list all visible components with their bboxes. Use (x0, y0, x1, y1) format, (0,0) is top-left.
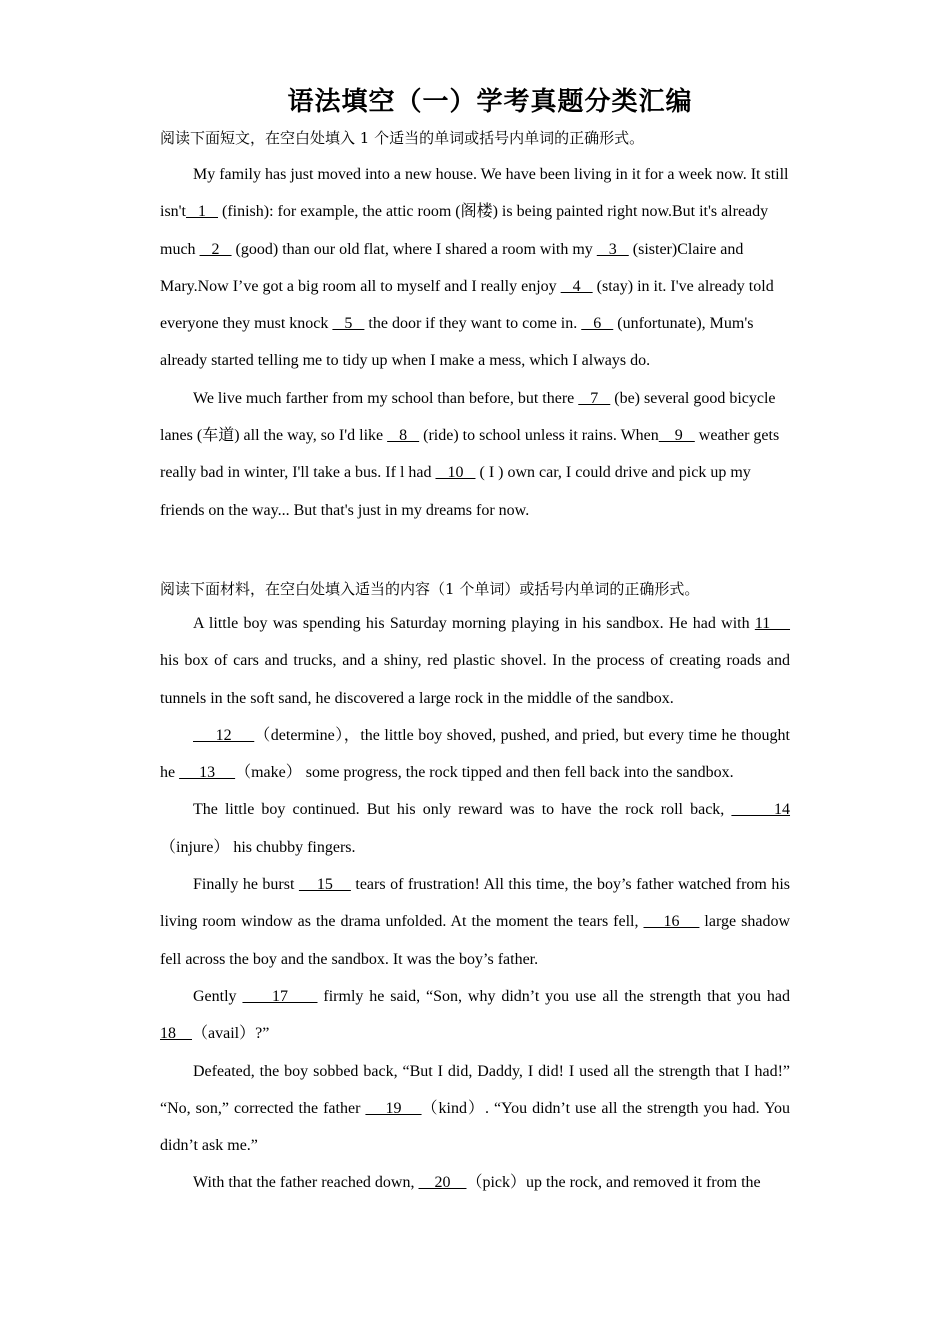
blank-19[interactable]: 19 (365, 1099, 422, 1117)
blank-16[interactable]: 16 (643, 913, 700, 931)
text: Finally he burst (193, 876, 299, 894)
text: （avail）?” (192, 1025, 270, 1043)
blank-4[interactable]: 4 (560, 277, 593, 295)
section2-paragraph-4 (160, 866, 790, 978)
section2-paragraph-7 (160, 1164, 790, 1201)
text: (be) several good bicycle lanes (车道) all the way, so I'd like (160, 389, 776, 445)
text: (stay) in it. I've already told everyone they must knock (160, 277, 774, 333)
text: weather gets really bad in winter, I'll take a bus. If l had (160, 427, 780, 482)
section1-paragraph-2 (160, 380, 790, 529)
text: firmly he said, “Son, why didn’t you use all the strength that you had (317, 987, 791, 1005)
text: the door if they want to come in. (364, 315, 582, 333)
blank-5[interactable]: 5 (332, 315, 365, 333)
text: （pick）up the rock, and removed it from the (466, 1174, 761, 1192)
text: tears of frustration! All this time, the boy’s father watched from his living room window as the drama unfolded. At the moment the tears fell, (160, 876, 791, 931)
text: Gently (193, 987, 243, 1005)
text: his box of cars and trucks, and a shiny, red plastic shovel. In the process of creating roads and tunnels in the soft sand, he discovered a large rock in the middle of the sandbox. (160, 652, 790, 707)
blank-20[interactable]: 20 (418, 1174, 467, 1192)
section2-instruction: 阅读下面材料，在空白处填入适当的内容（1 个单词）或括号内单词的正确形式。 (160, 579, 700, 598)
text: The little boy continued. But his only reward was to have the rock roll back, (193, 801, 732, 819)
section2-paragraph-6 (160, 1053, 790, 1165)
text: （make） some progress, the rock tipped and then fell back into the sandbox. (235, 764, 734, 782)
blank-17[interactable]: 17 (242, 987, 318, 1005)
document-title: 语法填空（一）学考真题分类汇编 (287, 87, 693, 117)
blank-3[interactable]: 3 (596, 240, 629, 258)
blank-7[interactable]: 7 (578, 389, 611, 407)
section-gap (160, 529, 790, 579)
text: (good) than our old flat, where I shared a room with my (231, 240, 597, 258)
section2-paragraph-1 (160, 605, 790, 717)
text: (sister)Claire and Mary.Now I’ve got a big room all to myself and I really enjoy (160, 240, 744, 295)
blank-1[interactable]: 1 (186, 203, 218, 221)
blank-8[interactable]: 8 (387, 427, 420, 445)
blank-9[interactable]: 9 (658, 427, 695, 445)
section1-instruction: 阅读下面短文，在空白处填入 1 个适当的单词或括号内单词的正确形式。 (160, 129, 645, 147)
text: A little boy was spending his Saturday morning playing in his sandbox. He had with (193, 614, 755, 632)
section2-paragraph-5 (160, 978, 790, 1053)
text: (finish): for example, the attic room (阁楼) is being painted right now.But it's already much (160, 203, 769, 258)
text: （kind）. “You didn’t use all the strength you had. You didn’t ask me.” (160, 1099, 791, 1155)
blank-6[interactable]: 6 (581, 315, 614, 333)
text: ( I ) own car, I could drive and pick up my friends on the way... But that's just in my dreams for now. (160, 464, 751, 519)
blank-15[interactable]: 15 (298, 876, 351, 894)
text: (unfortunate), Mum's already started telling me to tidy up when I make a mess, which I always do. (160, 315, 754, 370)
text: We live much farther from my school than before, but there (193, 389, 579, 407)
section2-paragraph-2 (160, 717, 790, 792)
blank-10[interactable]: 10 (435, 464, 476, 482)
text: Defeated, the boy sobbed back, “But I did, Daddy, I did! I used all the strength that I had!” “No, son,” corrected the father (160, 1062, 790, 1117)
blank-14[interactable]: 14 (731, 801, 791, 819)
text: large shadow fell across the boy and the sandbox. It was the boy’s father. (160, 913, 790, 968)
blank-13[interactable]: 13 (179, 764, 236, 782)
blank-12[interactable]: 12 (193, 726, 255, 744)
text: （determine），the little boy shoved, pushed, and pried, but every time he thought he (160, 726, 790, 782)
text: With that the father reached down, (193, 1174, 419, 1192)
text: My family has just moved into a new house. We have been living in it for a week now. It still isn't (160, 166, 789, 221)
document-page (160, 84, 790, 1202)
blank-11[interactable]: 11 (754, 614, 791, 632)
text: (ride) to school unless it rains. When (419, 427, 659, 445)
section1-paragraph-1 (160, 156, 790, 380)
blank-18[interactable]: 18 (160, 1025, 192, 1043)
text: （injure） his chubby fingers. (160, 838, 356, 856)
section2-paragraph-3 (160, 791, 790, 866)
blank-2[interactable]: 2 (199, 240, 232, 258)
